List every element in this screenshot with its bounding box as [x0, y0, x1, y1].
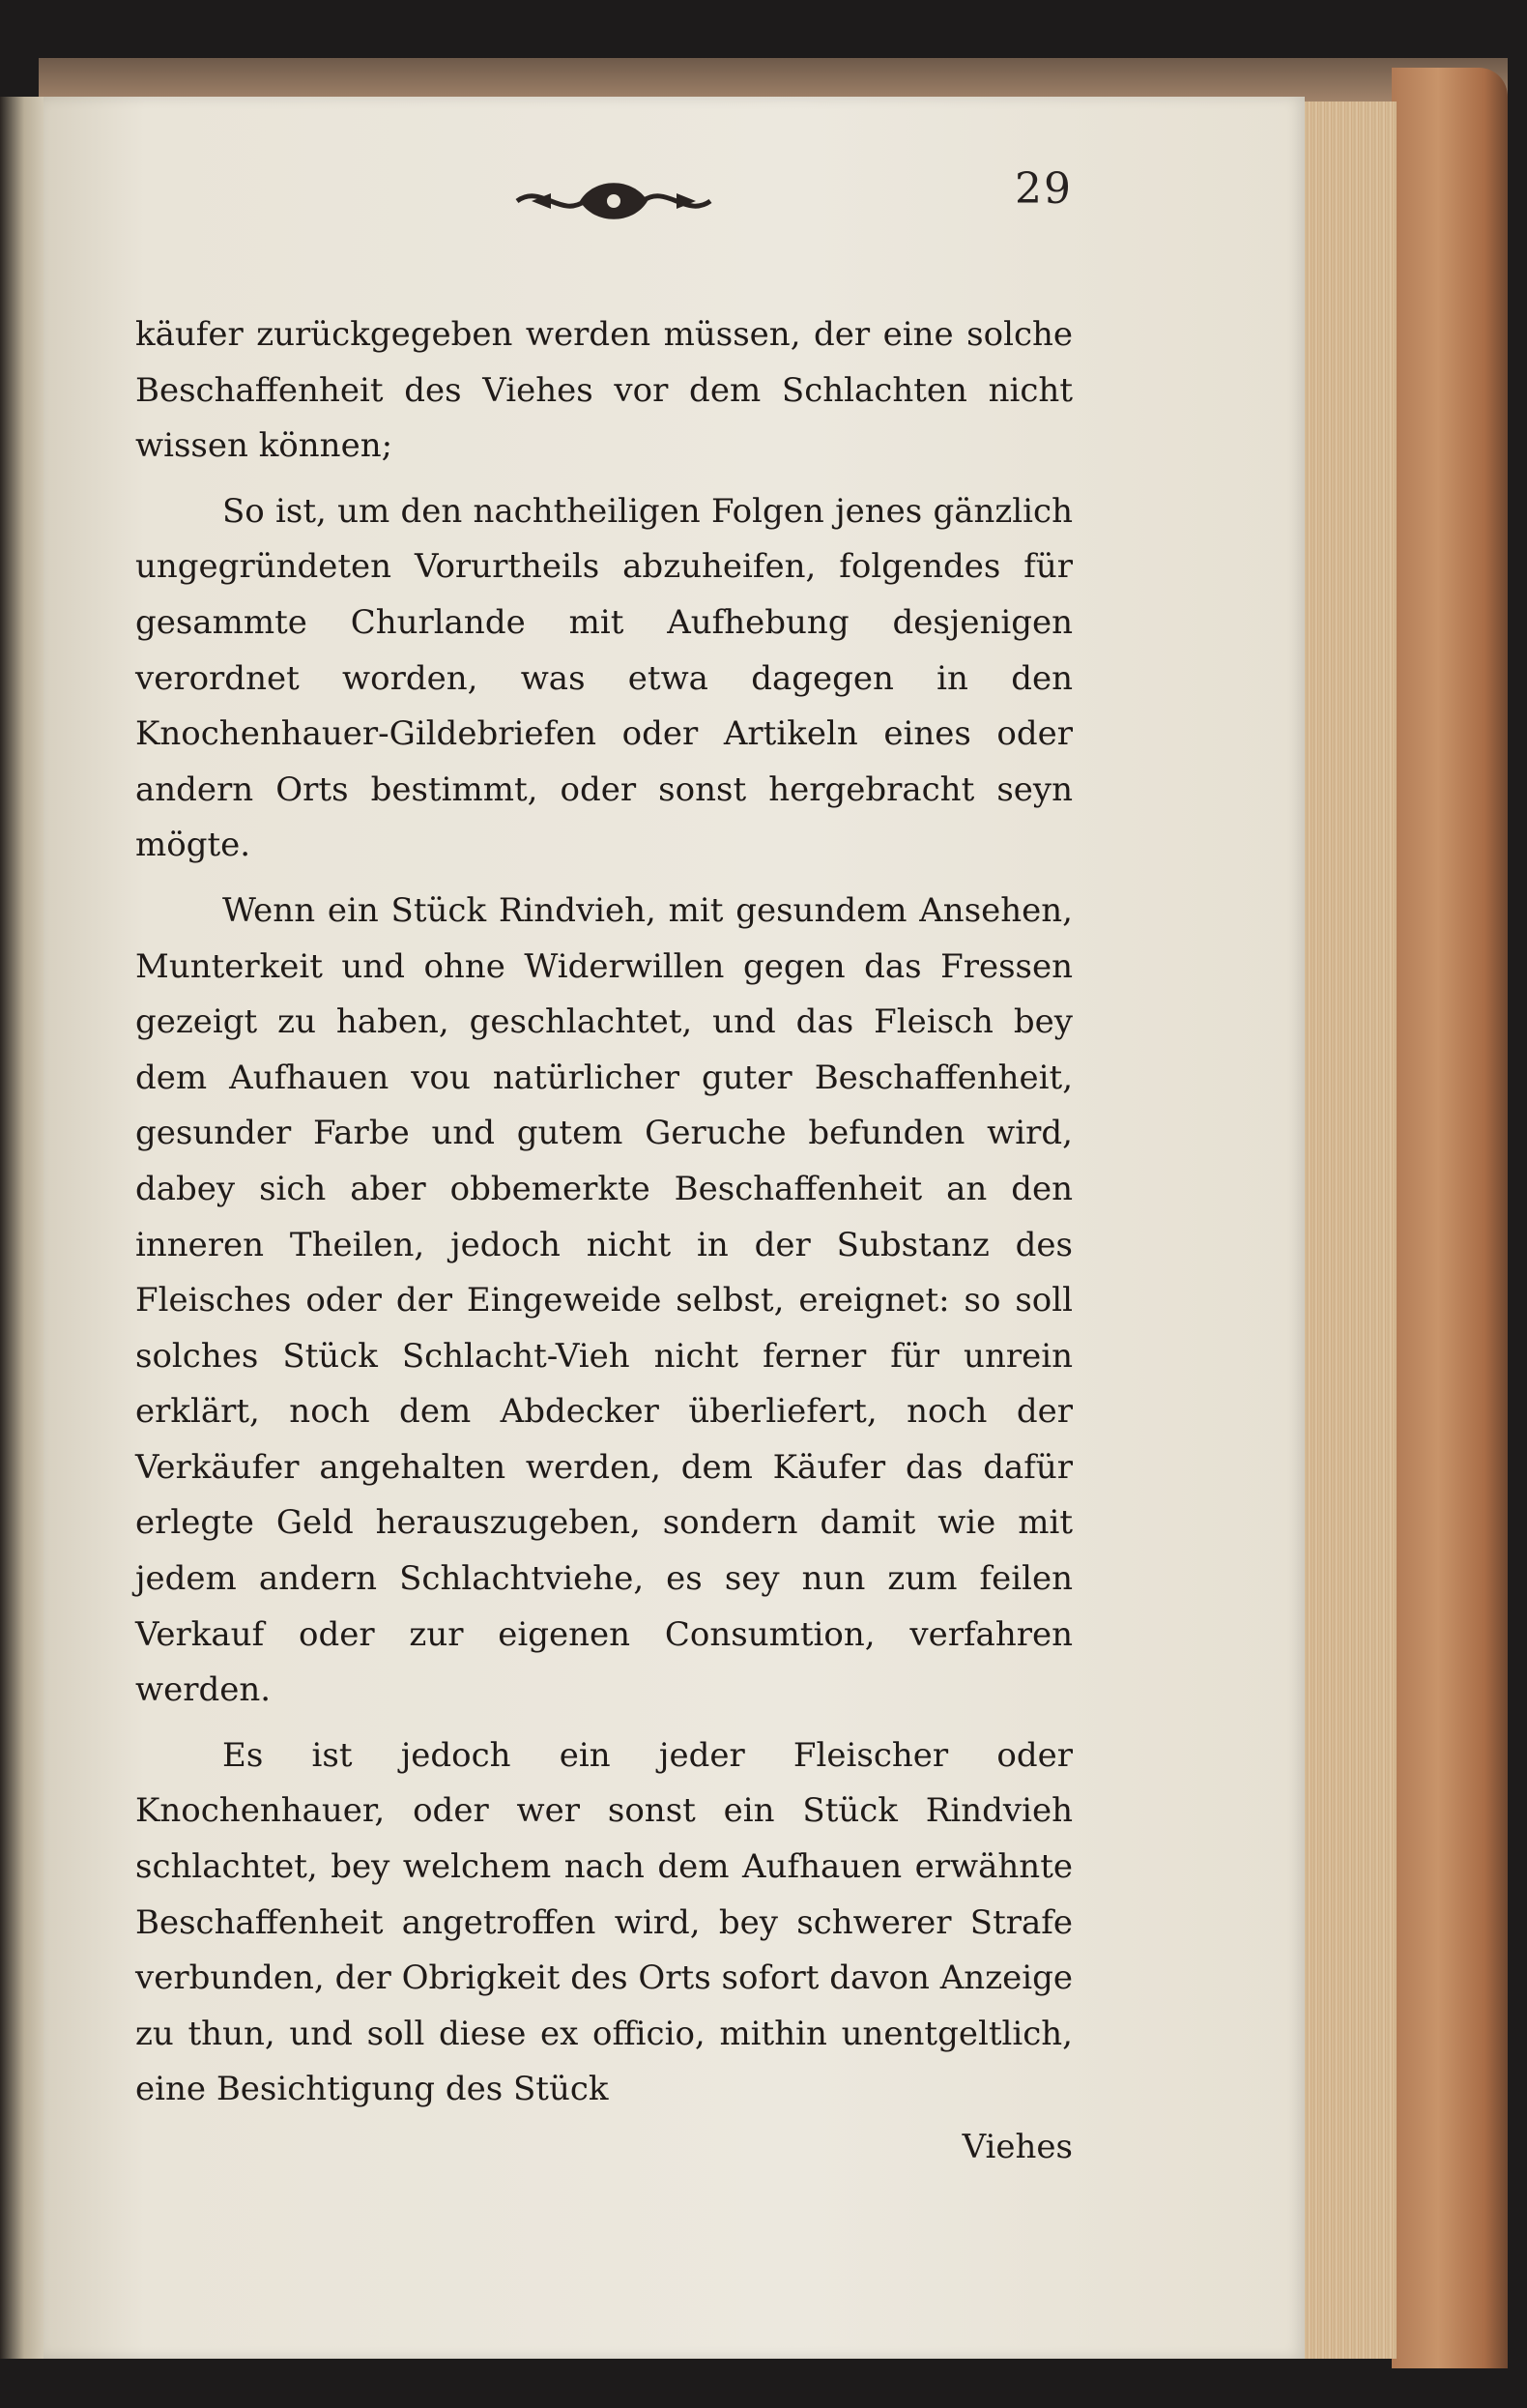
ornament-icon: [512, 172, 715, 230]
paragraph-1: käufer zurückgegeben werden müssen, der eine solche Beschaffenheit des Viehes vor dem Schlachten nicht wissen können;: [135, 315, 1073, 466]
book-cover-edge: [1392, 68, 1508, 2368]
page-body: [135, 307, 1073, 2176]
paragraph-2: So ist, um den nachtheiligen Folgen jenes gänzlich ungegründeten Vorurtheils abzuheifen, folgendes für gesammte Churlande mit Aufhebung desjenigen verordnet worden, was etwa dagegen in den Knochenhauer-Gildebriefen oder Artikeln eines oder andern Orts bestimmt, oder sonst hergebracht seyn mögte.: [135, 491, 1073, 865]
page-stack-edge: [1305, 102, 1397, 2359]
left-page-edge: [0, 97, 48, 2359]
paragraph-3: Wenn ein Stück Rindvieh, mit gesundem Ansehen, Munterkeit und ohne Widerwillen gegen das Fressen gezeigt zu haben, geschlachtet, und das Fleisch bey dem Aufhauen vou natürlicher guter Beschaffenheit, gesunder Farbe und gutem Geruche befunden wird, dabey sich aber obbemerkte Beschaffenheit an den inneren Theilen, jedoch nicht in der Substanz des Fleisches oder der Eingeweide selbst, ereignet: so soll solches Stück Schlacht-Vieh nicht ferner für unrein erklärt, noch dem Abdecker überliefert, noch der Verkäufer angehalten werden, dem Käufer das dafür erlegte Geld herauszugeben, sondern damit wie mit jedem andern Schlachtviehe, es sey nun zum feilen Verkauf oder zur eigenen Consumtion, verfahren werden.: [135, 890, 1073, 1710]
book-cover-top: [39, 58, 1508, 102]
catchword: Viehes: [962, 2128, 1073, 2166]
paragraph-4: Es ist jedoch ein jeder Fleischer oder Knochenhauer, oder wer sonst ein Stück Rindvieh schlachtet, bey welchem nach dem Aufhauen erwähnte Beschaffenheit angetroffen wird, bey schwerer Strafe verbunden, der Obrigkeit des Orts sofort davon Anzeige zu thun, und soll diese ex officio, mithin unentgeltlich, eine Besichtigung des Stück: [135, 1735, 1073, 2109]
page-header: [135, 164, 1073, 242]
page-number: 29: [1015, 164, 1073, 214]
